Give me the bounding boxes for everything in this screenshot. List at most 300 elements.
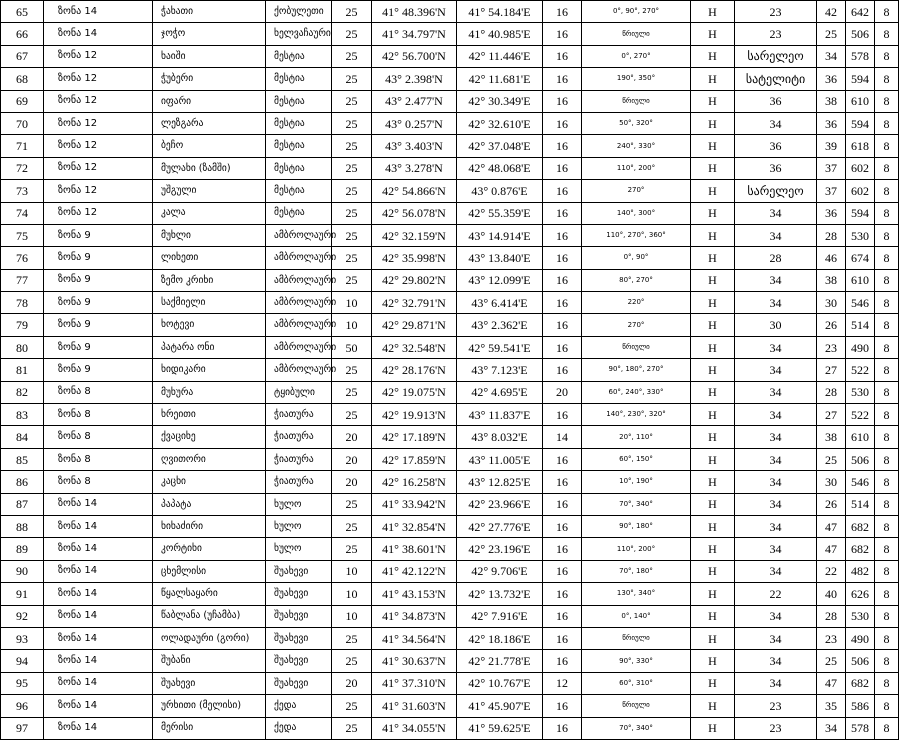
place-cell: მუხურა xyxy=(153,381,266,403)
direction-cell: 70°, 180° xyxy=(582,560,691,582)
district-cell: შუახევი xyxy=(266,672,332,694)
table-row xyxy=(1,135,899,157)
value-c1-cell: 36 xyxy=(817,202,846,224)
value-c2-cell: 506 xyxy=(846,23,875,45)
table-row xyxy=(1,247,899,269)
value-a-cell: 25 xyxy=(332,112,372,134)
value-c2-cell: 610 xyxy=(846,269,875,291)
row-number: 82 xyxy=(1,381,44,403)
table-row xyxy=(1,471,899,493)
direction-cell: 0°, 90°, 270° xyxy=(582,1,691,23)
value-c1-cell: 37 xyxy=(817,157,846,179)
row-number: 91 xyxy=(1,583,44,605)
longitude-cell: 42° 55.359'E xyxy=(457,202,543,224)
zone-cell: ზონა 12 xyxy=(44,157,153,179)
row-number: 72 xyxy=(1,157,44,179)
latitude-cell: 42° 54.866'N xyxy=(372,180,457,202)
place-cell: ღვითორი xyxy=(153,448,266,470)
table-row xyxy=(1,112,899,134)
value-c3-cell: 8 xyxy=(875,404,899,426)
place-cell: პატარა ონი xyxy=(153,336,266,358)
zone-cell: ზონა 9 xyxy=(44,224,153,246)
longitude-cell: 43° 6.414'E xyxy=(457,292,543,314)
table-row xyxy=(1,1,899,23)
longitude-cell: 41° 45.907'E xyxy=(457,695,543,717)
type-cell: 34 xyxy=(735,672,817,694)
district-cell: მესტია xyxy=(266,90,332,112)
direction-cell: 90°, 330° xyxy=(582,650,691,672)
value-c3-cell: 8 xyxy=(875,247,899,269)
direction-cell: 140°, 300° xyxy=(582,202,691,224)
zone-cell: ზონა 9 xyxy=(44,247,153,269)
polarization-cell: H xyxy=(691,202,735,224)
value-c2-cell: 546 xyxy=(846,292,875,314)
table-row xyxy=(1,605,899,627)
polarization-cell: H xyxy=(691,471,735,493)
place-cell: ოლადაური (გორი) xyxy=(153,627,266,649)
table-row xyxy=(1,68,899,90)
place-cell: საქმიელი xyxy=(153,292,266,314)
zone-cell: ზონა 12 xyxy=(44,45,153,67)
zone-cell: ზონა 14 xyxy=(44,23,153,45)
value-c1-cell: 28 xyxy=(817,224,846,246)
value-a-cell: 10 xyxy=(332,560,372,582)
district-cell: შუახევი xyxy=(266,583,332,605)
height-cell: 16 xyxy=(543,717,582,739)
zone-cell: ზონა 14 xyxy=(44,493,153,515)
direction-cell: 90°, 180°, 270° xyxy=(582,359,691,381)
value-a-cell: 25 xyxy=(332,717,372,739)
direction-cell: 60°, 240°, 330° xyxy=(582,381,691,403)
latitude-cell: 42° 16.258'N xyxy=(372,471,457,493)
district-cell: ჭიათურა xyxy=(266,404,332,426)
value-c1-cell: 25 xyxy=(817,650,846,672)
value-c2-cell: 594 xyxy=(846,112,875,134)
place-cell: ხაიში xyxy=(153,45,266,67)
zone-cell: ზონა 9 xyxy=(44,314,153,336)
longitude-cell: 42° 30.349'E xyxy=(457,90,543,112)
type-cell: 34 xyxy=(735,404,817,426)
latitude-cell: 42° 29.802'N xyxy=(372,269,457,291)
value-c3-cell: 8 xyxy=(875,45,899,67)
height-cell: 16 xyxy=(543,695,582,717)
row-number: 80 xyxy=(1,336,44,358)
type-cell: 28 xyxy=(735,247,817,269)
type-cell: 34 xyxy=(735,560,817,582)
value-c1-cell: 23 xyxy=(817,336,846,358)
place-cell: ლეზგარა xyxy=(153,112,266,134)
polarization-cell: H xyxy=(691,560,735,582)
district-cell: მესტია xyxy=(266,68,332,90)
place-cell: ჭახათი xyxy=(153,1,266,23)
row-number: 93 xyxy=(1,627,44,649)
height-cell: 16 xyxy=(543,336,582,358)
value-c2-cell: 514 xyxy=(846,314,875,336)
direction-cell: წრიული xyxy=(582,336,691,358)
value-c1-cell: 30 xyxy=(817,471,846,493)
latitude-cell: 41° 34.564'N xyxy=(372,627,457,649)
value-a-cell: 10 xyxy=(332,292,372,314)
value-c3-cell: 8 xyxy=(875,448,899,470)
table-row xyxy=(1,404,899,426)
polarization-cell: H xyxy=(691,135,735,157)
direction-cell: 110°, 200° xyxy=(582,538,691,560)
table-row xyxy=(1,672,899,694)
height-cell: 16 xyxy=(543,90,582,112)
value-c3-cell: 8 xyxy=(875,90,899,112)
latitude-cell: 42° 32.548'N xyxy=(372,336,457,358)
district-cell: ხელვაჩაური xyxy=(266,23,332,45)
type-cell: 34 xyxy=(735,202,817,224)
latitude-cell: 43° 2.477'N xyxy=(372,90,457,112)
row-number: 78 xyxy=(1,292,44,314)
latitude-cell: 42° 19.913'N xyxy=(372,404,457,426)
type-cell: 34 xyxy=(735,515,817,537)
value-c3-cell: 8 xyxy=(875,112,899,134)
value-c2-cell: 594 xyxy=(846,68,875,90)
direction-cell: 130°, 340° xyxy=(582,583,691,605)
district-cell: მესტია xyxy=(266,202,332,224)
table-row xyxy=(1,381,899,403)
value-c2-cell: 546 xyxy=(846,471,875,493)
value-c1-cell: 38 xyxy=(817,269,846,291)
height-cell: 16 xyxy=(543,404,582,426)
district-cell: ამბროლაური xyxy=(266,314,332,336)
polarization-cell: H xyxy=(691,269,735,291)
value-c3-cell: 8 xyxy=(875,538,899,560)
direction-cell: 60°, 150° xyxy=(582,448,691,470)
polarization-cell: H xyxy=(691,381,735,403)
table-row xyxy=(1,314,899,336)
zone-cell: ზონა 8 xyxy=(44,448,153,470)
direction-cell: 190°, 350° xyxy=(582,68,691,90)
value-c3-cell: 8 xyxy=(875,426,899,448)
direction-cell: 90°, 180° xyxy=(582,515,691,537)
type-cell: სარელეო xyxy=(735,45,817,67)
zone-cell: ზონა 14 xyxy=(44,650,153,672)
row-number: 65 xyxy=(1,1,44,23)
zone-cell: ზონა 14 xyxy=(44,717,153,739)
place-cell: ხიხაძირი xyxy=(153,515,266,537)
zone-cell: ზონა 12 xyxy=(44,90,153,112)
table-row xyxy=(1,650,899,672)
district-cell: შუახევი xyxy=(266,560,332,582)
value-a-cell: 25 xyxy=(332,695,372,717)
polarization-cell: H xyxy=(691,717,735,739)
height-cell: 16 xyxy=(543,583,582,605)
type-cell: 23 xyxy=(735,695,817,717)
row-number: 75 xyxy=(1,224,44,246)
polarization-cell: H xyxy=(691,515,735,537)
type-cell: 34 xyxy=(735,448,817,470)
height-cell: 16 xyxy=(543,157,582,179)
table-row xyxy=(1,448,899,470)
district-cell: ჭიათურა xyxy=(266,448,332,470)
place-cell: შუახევი xyxy=(153,672,266,694)
zone-cell: ზონა 14 xyxy=(44,695,153,717)
value-c1-cell: 42 xyxy=(817,1,846,23)
table-row xyxy=(1,45,899,67)
value-a-cell: 25 xyxy=(332,515,372,537)
latitude-cell: 42° 56.700'N xyxy=(372,45,457,67)
latitude-cell: 42° 17.859'N xyxy=(372,448,457,470)
latitude-cell: 41° 38.601'N xyxy=(372,538,457,560)
longitude-cell: 42° 48.068'E xyxy=(457,157,543,179)
value-c1-cell: 36 xyxy=(817,112,846,134)
row-number: 86 xyxy=(1,471,44,493)
place-cell: კორტიხი xyxy=(153,538,266,560)
district-cell: ხულო xyxy=(266,493,332,515)
type-cell: 22 xyxy=(735,583,817,605)
value-a-cell: 10 xyxy=(332,314,372,336)
zone-cell: ზონა 9 xyxy=(44,359,153,381)
latitude-cell: 41° 31.603'N xyxy=(372,695,457,717)
value-c1-cell: 34 xyxy=(817,45,846,67)
longitude-cell: 41° 59.625'E xyxy=(457,717,543,739)
table-row xyxy=(1,426,899,448)
direction-cell: 140°, 230°, 320° xyxy=(582,404,691,426)
district-cell: ამბროლაური xyxy=(266,224,332,246)
height-cell: 16 xyxy=(543,650,582,672)
latitude-cell: 43° 0.257'N xyxy=(372,112,457,134)
polarization-cell: H xyxy=(691,180,735,202)
row-number: 90 xyxy=(1,560,44,582)
row-number: 74 xyxy=(1,202,44,224)
direction-cell: 110°, 270°, 360° xyxy=(582,224,691,246)
value-a-cell: 25 xyxy=(332,202,372,224)
longitude-cell: 43° 2.362'E xyxy=(457,314,543,336)
value-c1-cell: 27 xyxy=(817,404,846,426)
value-a-cell: 25 xyxy=(332,180,372,202)
table-row xyxy=(1,695,899,717)
row-number: 69 xyxy=(1,90,44,112)
zone-cell: ზონა 9 xyxy=(44,292,153,314)
value-c3-cell: 8 xyxy=(875,314,899,336)
value-c2-cell: 610 xyxy=(846,90,875,112)
height-cell: 16 xyxy=(543,202,582,224)
zone-cell: ზონა 14 xyxy=(44,583,153,605)
place-cell: იფარი xyxy=(153,90,266,112)
zone-cell: ზონა 8 xyxy=(44,426,153,448)
direction-cell: წრიული xyxy=(582,23,691,45)
direction-cell: 220° xyxy=(582,292,691,314)
type-cell: 34 xyxy=(735,538,817,560)
value-c3-cell: 8 xyxy=(875,224,899,246)
direction-cell: 60°, 310° xyxy=(582,672,691,694)
polarization-cell: H xyxy=(691,672,735,694)
zone-cell: ზონა 12 xyxy=(44,112,153,134)
zone-cell: ზონა 9 xyxy=(44,269,153,291)
direction-cell: 0°, 140° xyxy=(582,605,691,627)
value-c1-cell: 47 xyxy=(817,672,846,694)
zone-cell: ზონა 14 xyxy=(44,515,153,537)
table-row xyxy=(1,515,899,537)
value-c2-cell: 490 xyxy=(846,627,875,649)
direction-cell: 50°, 320° xyxy=(582,112,691,134)
height-cell: 16 xyxy=(543,180,582,202)
type-cell: 34 xyxy=(735,426,817,448)
value-c3-cell: 8 xyxy=(875,650,899,672)
type-cell: 34 xyxy=(735,292,817,314)
height-cell: 16 xyxy=(543,23,582,45)
zone-cell: ზონა 12 xyxy=(44,135,153,157)
place-cell: მუხლი xyxy=(153,224,266,246)
row-number: 97 xyxy=(1,717,44,739)
polarization-cell: H xyxy=(691,627,735,649)
place-cell: ხიდიკარი xyxy=(153,359,266,381)
row-number: 71 xyxy=(1,135,44,157)
longitude-cell: 43° 8.032'E xyxy=(457,426,543,448)
district-cell: მესტია xyxy=(266,135,332,157)
polarization-cell: H xyxy=(691,45,735,67)
table-row xyxy=(1,336,899,358)
table-row xyxy=(1,560,899,582)
row-number: 70 xyxy=(1,112,44,134)
height-cell: 16 xyxy=(543,45,582,67)
longitude-cell: 43° 13.840'E xyxy=(457,247,543,269)
value-c1-cell: 37 xyxy=(817,180,846,202)
value-c1-cell: 39 xyxy=(817,135,846,157)
value-a-cell: 25 xyxy=(332,650,372,672)
value-c1-cell: 25 xyxy=(817,448,846,470)
type-cell: 34 xyxy=(735,493,817,515)
district-cell: ამბროლაური xyxy=(266,336,332,358)
row-number: 87 xyxy=(1,493,44,515)
row-number: 77 xyxy=(1,269,44,291)
value-c2-cell: 506 xyxy=(846,650,875,672)
direction-cell: 240°, 330° xyxy=(582,135,691,157)
value-a-cell: 25 xyxy=(332,359,372,381)
height-cell: 14 xyxy=(543,426,582,448)
value-c1-cell: 38 xyxy=(817,426,846,448)
value-c1-cell: 47 xyxy=(817,515,846,537)
value-c1-cell: 26 xyxy=(817,493,846,515)
height-cell: 16 xyxy=(543,605,582,627)
table-row xyxy=(1,224,899,246)
direction-cell: 270° xyxy=(582,314,691,336)
value-c3-cell: 8 xyxy=(875,23,899,45)
value-a-cell: 25 xyxy=(332,1,372,23)
latitude-cell: 42° 32.159'N xyxy=(372,224,457,246)
type-cell: 34 xyxy=(735,650,817,672)
district-cell: ჭიათურა xyxy=(266,426,332,448)
type-cell: 34 xyxy=(735,359,817,381)
district-cell: შუახევი xyxy=(266,605,332,627)
place-cell: ხრეითი xyxy=(153,404,266,426)
type-cell: 30 xyxy=(735,314,817,336)
longitude-cell: 41° 54.184'E xyxy=(457,1,543,23)
table-row xyxy=(1,359,899,381)
table-row xyxy=(1,493,899,515)
value-c2-cell: 642 xyxy=(846,1,875,23)
height-cell: 16 xyxy=(543,269,582,291)
value-a-cell: 25 xyxy=(332,135,372,157)
longitude-cell: 43° 14.914'E xyxy=(457,224,543,246)
polarization-cell: H xyxy=(691,247,735,269)
value-c1-cell: 36 xyxy=(817,68,846,90)
longitude-cell: 42° 11.681'E xyxy=(457,68,543,90)
latitude-cell: 41° 43.153'N xyxy=(372,583,457,605)
place-cell: მულახი (ზამში) xyxy=(153,157,266,179)
value-c3-cell: 8 xyxy=(875,471,899,493)
polarization-cell: H xyxy=(691,292,735,314)
value-c2-cell: 618 xyxy=(846,135,875,157)
place-cell: ცხემლისი xyxy=(153,560,266,582)
height-cell: 16 xyxy=(543,1,582,23)
row-number: 67 xyxy=(1,45,44,67)
direction-cell: 20°, 110° xyxy=(582,426,691,448)
row-number: 89 xyxy=(1,538,44,560)
value-c2-cell: 602 xyxy=(846,157,875,179)
place-cell: ურხითი (მელისი) xyxy=(153,695,266,717)
value-c2-cell: 594 xyxy=(846,202,875,224)
type-cell: 36 xyxy=(735,90,817,112)
place-cell: ბეჩო xyxy=(153,135,266,157)
district-cell: ამბროლაური xyxy=(266,359,332,381)
height-cell: 16 xyxy=(543,68,582,90)
value-a-cell: 25 xyxy=(332,269,372,291)
value-c2-cell: 626 xyxy=(846,583,875,605)
zone-cell: ზონა 12 xyxy=(44,202,153,224)
type-cell: 34 xyxy=(735,112,817,134)
value-c3-cell: 8 xyxy=(875,269,899,291)
latitude-cell: 43° 3.278'N xyxy=(372,157,457,179)
polarization-cell: H xyxy=(691,538,735,560)
height-cell: 16 xyxy=(543,359,582,381)
polarization-cell: H xyxy=(691,112,735,134)
polarization-cell: H xyxy=(691,23,735,45)
place-cell: ლიხეთი xyxy=(153,247,266,269)
polarization-cell: H xyxy=(691,1,735,23)
polarization-cell: H xyxy=(691,68,735,90)
value-c2-cell: 522 xyxy=(846,404,875,426)
latitude-cell: 41° 30.637'N xyxy=(372,650,457,672)
zone-cell: ზონა 14 xyxy=(44,560,153,582)
value-c3-cell: 8 xyxy=(875,672,899,694)
longitude-cell: 43° 12.825'E xyxy=(457,471,543,493)
row-number: 79 xyxy=(1,314,44,336)
polarization-cell: H xyxy=(691,650,735,672)
table-row xyxy=(1,157,899,179)
value-a-cell: 25 xyxy=(332,538,372,560)
type-cell: 34 xyxy=(735,471,817,493)
zone-cell: ზონა 12 xyxy=(44,180,153,202)
place-cell: ჯოჭო xyxy=(153,23,266,45)
direction-cell: 70°, 340° xyxy=(582,493,691,515)
value-c2-cell: 610 xyxy=(846,426,875,448)
row-number: 76 xyxy=(1,247,44,269)
value-a-cell: 25 xyxy=(332,404,372,426)
longitude-cell: 43° 7.123'E xyxy=(457,359,543,381)
value-c3-cell: 8 xyxy=(875,1,899,23)
value-c1-cell: 27 xyxy=(817,359,846,381)
value-c3-cell: 8 xyxy=(875,515,899,537)
type-cell: სატელიტი xyxy=(735,68,817,90)
longitude-cell: 43° 11.837'E xyxy=(457,404,543,426)
longitude-cell: 42° 23.196'E xyxy=(457,538,543,560)
zone-cell: ზონა 14 xyxy=(44,605,153,627)
latitude-cell: 41° 32.854'N xyxy=(372,515,457,537)
value-c2-cell: 682 xyxy=(846,515,875,537)
polarization-cell: H xyxy=(691,605,735,627)
table-row xyxy=(1,717,899,739)
polarization-cell: H xyxy=(691,695,735,717)
polarization-cell: H xyxy=(691,583,735,605)
longitude-cell: 42° 7.916'E xyxy=(457,605,543,627)
direction-cell: წრიული xyxy=(582,90,691,112)
value-c2-cell: 514 xyxy=(846,493,875,515)
direction-cell: 270° xyxy=(582,180,691,202)
